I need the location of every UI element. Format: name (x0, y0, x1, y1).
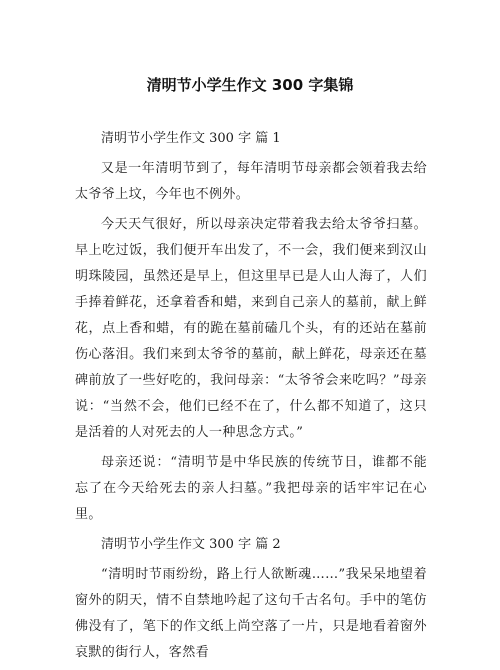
section-heading-2: 清明节小学生作文 300 字 篇 2 (101, 537, 281, 552)
paragraph: “清明时节雨纷纷，路上行人欲断魂……”我呆呆地望着窗外的阴天，情不自禁地吟起了这句千古名句。手中的笔仿佛没有了，笔下的作文纸上尚空落了一片，只是地看着窗外哀默的街行人，客然看 (75, 567, 427, 660)
paragraph: 今天天气很好，所以母亲决定带着我去给太爷爷扫墓。早上吃过饭，我们便开车出发了，不一会，我们便来到汉山明珠陵园，虽然还是早上，但这里早已是人山人海了，人们手捧着鲜花，还拿着香和蜡，来到自己亲人的墓前，献上鲜花，点上香和蜡，有的跪在墓前磕几个头，有的还站在墓前伤心落泪。我们来到太爷爷的墓前，献上鲜花，母亲还在墓碑前放了一些好吃的，我问母亲：“太爷爷会来吃吗？”母亲说：“当然不会，他们已经不在了，什么都不知道了，这只是活着的人对死去的人一种思念方式。” (75, 217, 427, 440)
paragraph: 母亲还说：“清明节是中华民族的传统节日，谁都不能忘了在今天给死去的亲人扫墓。”我把母亲的话牢牢记在心里。 (75, 455, 427, 522)
paragraph: 又是一年清明节到了，每年清明节母亲都会领着我去给太爷爷上坟，今年也不例外。 (75, 161, 427, 202)
document-body (75, 126, 427, 670)
section-heading-1: 清明节小学生作文 300 字 篇 1 (101, 131, 281, 146)
document-title: 清明节小学生作文 300 字集锦 (146, 76, 354, 94)
